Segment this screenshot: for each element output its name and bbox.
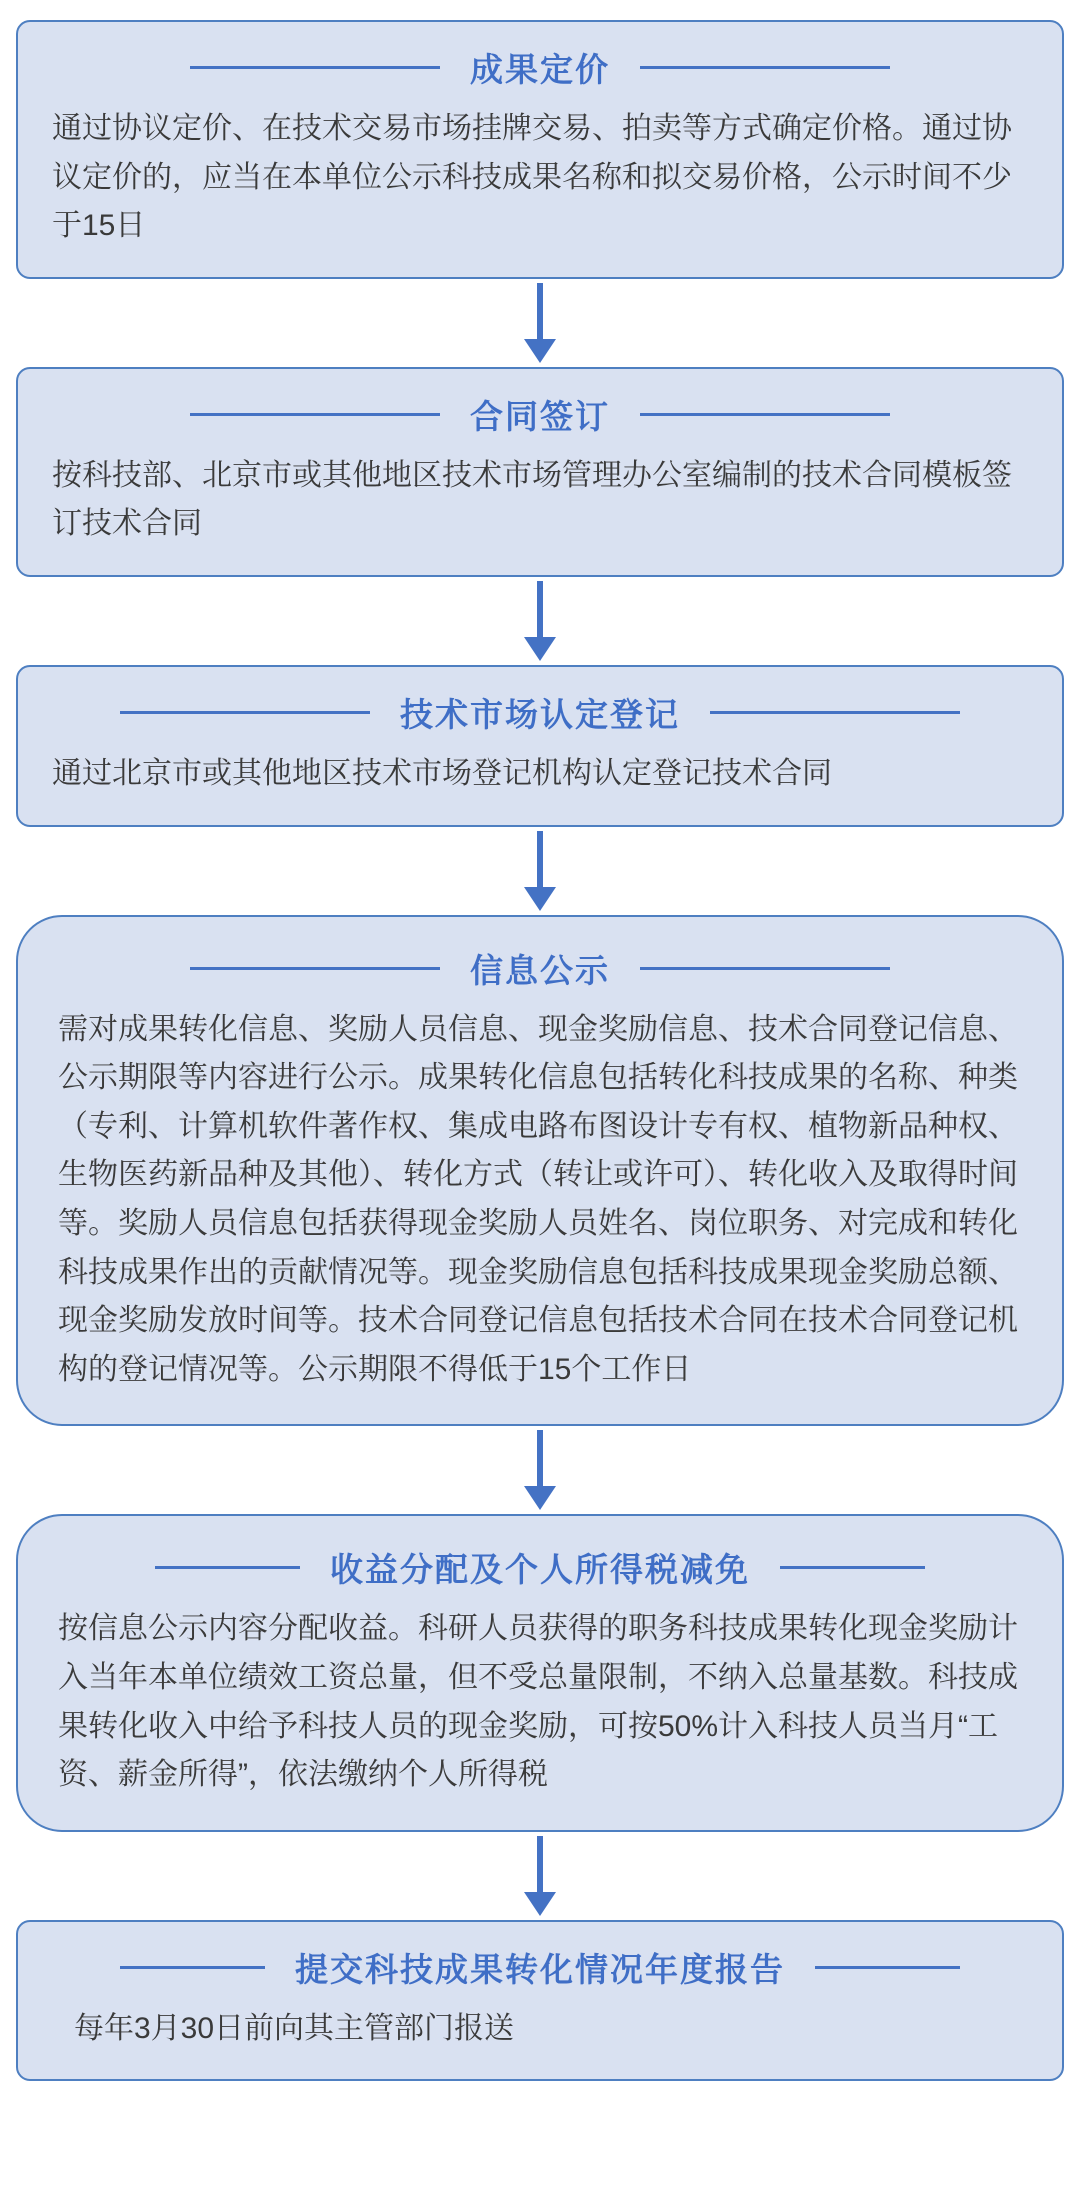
step-market-registration-title-row: [52, 689, 1028, 736]
down-arrow: [524, 1836, 556, 1916]
down-arrow-shaft: [537, 581, 543, 637]
title-rule-right: [710, 711, 960, 714]
step-annual-report-title-row: [52, 1944, 1028, 1991]
step-pricing-title-row: [52, 44, 1028, 91]
title-rule-left: [190, 967, 440, 970]
down-arrow-head: [524, 339, 556, 363]
step-title: 信息公示: [470, 951, 610, 989]
step-income-distribution-title-row: [58, 1544, 1022, 1591]
title-rule-left: [190, 413, 440, 416]
title-rule-right: [640, 967, 890, 970]
step-title: 成果定价: [470, 51, 610, 88]
step-pricing-box: [16, 20, 1064, 279]
down-arrow: [524, 1430, 556, 1510]
down-arrow-head: [524, 1486, 556, 1510]
title-rule-right: [780, 1566, 925, 1569]
down-arrow-head: [524, 1892, 556, 1916]
step-title: 收益分配及个人所得税减免: [330, 1551, 750, 1589]
step-title: 提交科技成果转化情况年度报告: [295, 1950, 785, 1988]
step-body: 通过北京市或其他地区技术市场登记机构认定登记技术合同: [52, 756, 832, 790]
title-rule-right: [815, 1966, 960, 1969]
down-arrow-shaft: [537, 1430, 543, 1486]
step-body: 按信息公示内容分配收益。科研人员获得的职务科技成果转化现金奖励计入当年本单位绩效工资总量，但不受总量限制，不纳入总量基数。科技成果转化收入中给予科技人员的现金奖励，可按50%计入科技人员当月“工资、薪金所得”，依法缴纳个人所得税: [58, 1612, 1018, 1792]
step-body: 需对成果转化信息、奖励人员信息、现金奖励信息、技术合同登记信息、公示期限等内容进行公示。成果转化信息包括转化科技成果的名称、种类（专利、计算机软件著作权、集成电路布图设计专有权、植物新品种权、生物医药新品种及其他）、转化方式（转让或许可）、转化收入及取得时间等。奖励人员信息包括获得现金奖励人员姓名、岗位职务、对完成和转化科技成果作出的贡献情况等。现金奖励信息包括科技成果现金奖励总额、现金奖励发放时间等。技术合同登记信息包括技术合同在技术合同登记机构的登记情况等。公示期限不得低于15个工作日: [58, 1012, 1018, 1386]
down-arrow-head: [524, 887, 556, 911]
down-arrow: [524, 581, 556, 661]
step-title: 合同签订: [470, 397, 610, 435]
down-arrow: [524, 831, 556, 911]
step-contract-signing-title-row: [52, 391, 1028, 438]
down-arrow: [524, 283, 556, 363]
step-information-disclosure-title-row: [58, 945, 1022, 992]
step-income-distribution-box: [16, 1514, 1064, 1831]
step-title: 技术市场认定登记: [400, 695, 680, 733]
down-arrow-head: [524, 637, 556, 661]
title-rule-left: [120, 711, 370, 714]
title-rule-left: [155, 1566, 300, 1569]
down-arrow-shaft: [537, 831, 543, 887]
down-arrow-shaft: [537, 1836, 543, 1892]
step-body: 通过协议定价、在技术交易市场挂牌交易、拍卖等方式确定价格。通过协议定价的，应当在本单位公示科技成果名称和拟交易价格，公示时间不少于15日: [52, 112, 1012, 243]
title-rule-right: [640, 66, 890, 69]
step-annual-report-box: [16, 1920, 1064, 2082]
title-rule-right: [640, 413, 890, 416]
title-rule-left: [120, 1966, 265, 1969]
down-arrow-shaft: [537, 283, 543, 339]
step-body: 按科技部、北京市或其他地区技术市场管理办公室编制的技术合同模板签订技术合同: [52, 458, 1012, 541]
title-rule-left: [190, 66, 440, 69]
step-information-disclosure-box: [16, 915, 1064, 1427]
step-body: 每年3月30日前向其主管部门报送: [74, 2011, 515, 2045]
step-market-registration-box: [16, 665, 1064, 827]
step-contract-signing-box: [16, 367, 1064, 577]
